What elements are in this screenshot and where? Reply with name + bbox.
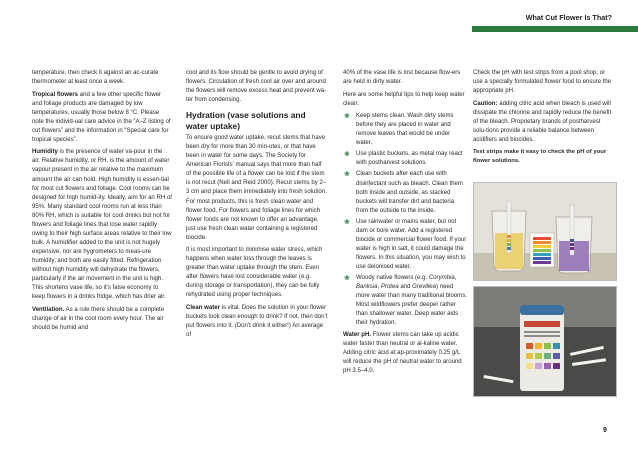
intro-paragraph: temperature, then check it against an ac-curate thermometer at least once a week. [32, 70, 159, 86]
text-column-2 [186, 69, 328, 344]
ventilation-text: As a rule there should be a complete change of air in the cool room every hour. The air should be humid and [32, 306, 165, 331]
tropical-label: Tropical flowers [32, 91, 79, 98]
list-item [343, 112, 467, 148]
ph-beakers-photo [473, 182, 617, 281]
list-item [343, 150, 467, 168]
tropical-text: and a few other specific flower and foliage products are damaged by low temperatures, usually those below 8 °C. Please note the individ-ual care advice in the “A–Z listing of cut flowers” and the information in “Special care for tropical species”. [32, 91, 171, 143]
water-ph-text: Flower stems can take up acidic water faster than neutral or al-kaline water. Adding citric acid at ap-proximately 0.25 g/L will reduce the pH of neutral water to around pH 3.5–4.0. [343, 332, 462, 375]
clean-water-tips-list [343, 112, 467, 328]
list-item [343, 218, 467, 272]
test-strip-tube-photo [473, 286, 617, 397]
list-item-text: Use rainwater or mains water, but not dam or bore water. Add a registered biocide or commercial flower food. If your water is high in salt, it could damage the flowers. In this situation, you may wish to use deionised water. [356, 218, 467, 270]
flower-bullet-icon: ❀ [344, 171, 350, 179]
clean-water-label: Clean water [186, 305, 220, 312]
flower-bullet-icon: ❀ [344, 113, 350, 121]
list-item-text: Keep stems clean. Wash dirty stems before they are placed in water and remove leaves that would be under water. [356, 113, 454, 147]
list-item-text: Woody native flowers (e.g. Corymbia, Banksia, Protea and Grevillea) need more water than many traditional blooms. Most wildflowers prefer deeper rather than shallower water. Deep water aids their hydration. [356, 274, 467, 327]
clean-water-text: is vital. Does the solution in your flower buckets look clean enough to drink? If not, then don’t put flowers into it. (Don’t drink it either!) An average of [186, 305, 328, 339]
humidity-paragraph [32, 148, 172, 302]
running-header-title: What Cut Flower Is That? [525, 13, 612, 22]
flower-bullet-icon: ❀ [344, 151, 350, 159]
tips-intro-paragraph: Here are some helpful tips to help keep water clean: [343, 91, 465, 107]
list-item-text: Use plastic buckets, as metal may react with postharvest solutions. [356, 151, 463, 167]
check-ph-paragraph: Check the pH with test strips from a pool shop, or use a specially formulated flower food to ensure the appropriate pH. [473, 70, 612, 95]
water-ph-paragraph [343, 331, 467, 376]
text-column-4 [473, 69, 615, 169]
flower-bullet-icon: ❀ [344, 218, 350, 226]
page-header [0, 0, 638, 30]
list-item-text: Clean buckets after each use with disinfectant such as bleach. Clean them both inside and outside, as stacked buckets will transfer dirt and bacteria from the outside to the inside. [356, 171, 463, 214]
flower-bullet-icon: ❀ [344, 274, 350, 282]
ventilation-label: Ventilation. [32, 306, 65, 313]
caution-text: adding citric acid when bleach is used will dissipate the chlorine and rapidly reduce the benefit of the bleach. Proprietary brands of postharvest solu-tions provide a reliable balance between acidifiers and biocides. [473, 100, 612, 143]
caution-paragraph [473, 100, 615, 145]
hydration-heading: Hydration (vase solutions and water uptake) [186, 110, 306, 131]
text-column-1 [32, 69, 172, 336]
page-number: 9 [603, 427, 607, 434]
water-stress-paragraph: It is most important to minimise water stress, which happens when water loss through the leaves is greater than water uptake through the stem. Even after flowers have lost considerable water (e.g. during storage or transportation), they can be fully rehydrated using proper techniques. [186, 247, 323, 299]
water-ph-label: Water pH. [343, 332, 371, 339]
text-column-3 [343, 69, 467, 380]
tropical-paragraph [32, 91, 172, 145]
humidity-label: Humidity [32, 149, 58, 156]
header-accent-bar [472, 26, 638, 32]
ventilation-continued-paragraph: cool and its flow should be gentle to avoid drying of flowers. Circulation of fresh cool air over and around the flowers will remove excess heat and prevent wa-ter from condensing. [186, 70, 327, 104]
dirty-water-paragraph: 40% of the vase life is lost because flow-ers are held in dirty water. [343, 70, 461, 86]
caution-label: Caution: [473, 100, 498, 107]
water-uptake-paragraph: To ensure good water uptake, recut stems that have been dry for more than 30 min-utes, or that have been in water for some days. The Society for American Florists’ manual says that more than half of the possible life of a flower can be lost if the stem is not recut (Nell and Reid 2000). Recut stems by 2–3 cm and place them immediately into fresh solution. For most products, this is fresh clean water and flower food. For flowers and foliage lines for which flower foods are not known to offer an advantage, just use fresh clean water containing a registered biocide. [186, 135, 327, 241]
humidity-text: is the presence of water va-pour in the air. Relative humidity, or RH, is the amount of water vapour present in the air relative to the maximum amount the air can hold. High humidity is essen-tial for most cut flowers and foliage. Cool rooms can be designed for high humid-ity. Ideally, aim for an RH of 95%. Many standard cool rooms run at less than 80% RH, which is suitable for cool drinks but not for flowers and foliage lines that lose water rapidly owing to their high surface areas relative to their low bulk. A humidifier added to the unit is not hugely expensive, nor are hygrometers to meas-ure humidity, and both are easily fitted. Refrigeration without high humidity will dehydrate the flowers, particularly if the air movement in the unit is high. This shortens vase life, so it’s false economy to keep flowers in a drinks fridge, which has drier air. [32, 149, 172, 301]
list-item [343, 170, 467, 215]
photo-caption: Test strips make it easy to check the pH of your flower solutions. [473, 149, 607, 164]
list-item [343, 274, 467, 328]
clean-water-paragraph [186, 304, 328, 340]
ventilation-paragraph [32, 306, 172, 333]
